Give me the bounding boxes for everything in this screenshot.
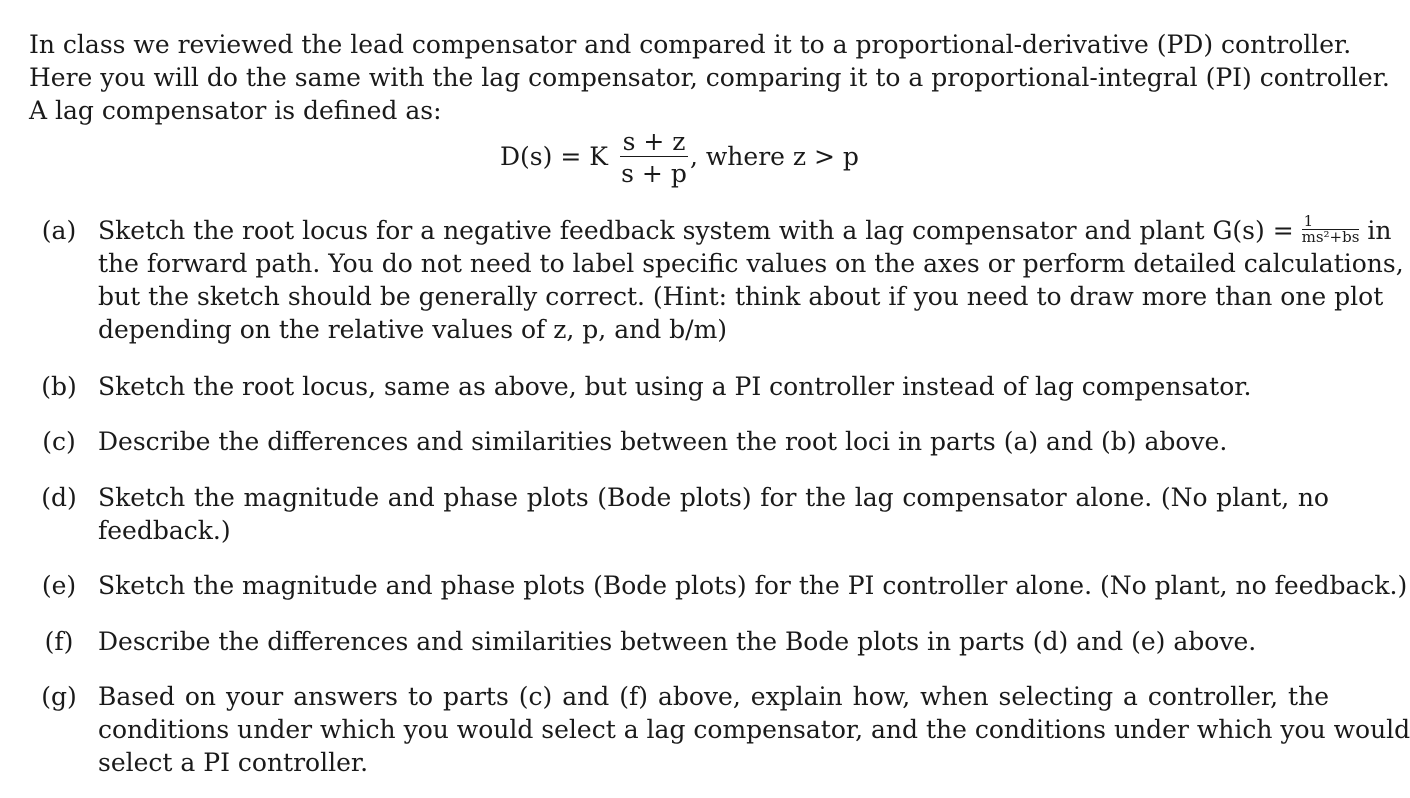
question-label: (a): [41, 216, 77, 245]
question-label: (g): [41, 682, 77, 711]
question-text: [98, 625, 1329, 658]
question-e: [29, 569, 1408, 602]
question-text: [98, 680, 1410, 779]
question-text: [98, 212, 1404, 346]
question-line: Based on your answers to parts (c) and (f) above, explain how, when selecting a controller, the: [98, 682, 1329, 711]
question-line: depending on the relative values of z, p, and b/m): [98, 315, 728, 344]
question-line-tail: in: [1367, 216, 1392, 245]
plant-denominator: ms²+bs: [1301, 228, 1360, 246]
question-line-text: Sketch the root locus for a negative feedback system with a lag compensator and plant G(s) =: [98, 216, 1294, 245]
question-label: (f): [44, 627, 74, 656]
equation-lhs: D(s) = K: [500, 142, 608, 171]
question-line: Sketch the magnitude and phase plots (Bode plots) for the lag compensator alone. (No plant, no: [98, 483, 1329, 512]
question-line: but the sketch should be generally correct. (Hint: think about if you need to draw more than one plot: [98, 282, 1384, 311]
intro-line: A lag compensator is defined as:: [29, 96, 442, 125]
plant-numerator: 1: [1302, 214, 1360, 230]
question-line: Sketch the magnitude and phase plots (Bode plots) for the PI controller alone. (No plant, no feedback.): [98, 571, 1408, 600]
question-line: [98, 212, 1392, 247]
question-text: [98, 569, 1408, 602]
question-f: [29, 625, 1329, 658]
question-line: conditions under which you would select a lag compensator, and the conditions under which you would: [98, 715, 1410, 744]
equation-condition: , where z > p: [690, 142, 859, 171]
question-line: Describe the differences and similarities between the Bode plots in parts (d) and (e) above.: [98, 627, 1257, 656]
question-line: Describe the differences and similarities between the root loci in parts (a) and (b) above.: [98, 427, 1228, 456]
question-line: the forward path. You do not need to label specific values on the axes or perform detailed calculations,: [98, 249, 1404, 278]
question-b: [29, 370, 1329, 403]
equation-fraction: [620, 128, 688, 187]
plant-fraction: [1302, 214, 1360, 245]
question-text: [98, 370, 1329, 403]
question-line: Sketch the root locus, same as above, but using a PI controller instead of lag compensator.: [98, 372, 1252, 401]
question-line: feedback.): [98, 516, 231, 545]
question-label: (b): [41, 372, 77, 401]
intro-paragraph: [29, 28, 1390, 127]
question-c: [29, 425, 1329, 458]
equation-denominator: s + p: [621, 159, 687, 188]
equation-numerator: s + z: [620, 128, 688, 157]
question-text: [98, 425, 1329, 458]
intro-line: In class we reviewed the lead compensator and compared it to a proportional-derivative (PD) controller.: [29, 30, 1352, 59]
question-label: (c): [42, 427, 76, 456]
intro-line: Here you will do the same with the lag compensator, comparing it to a proportional-integral (PI) controller.: [29, 63, 1390, 92]
question-a: [29, 212, 1404, 346]
question-g: [29, 680, 1410, 779]
question-label: (e): [41, 571, 77, 600]
question-label: (d): [41, 483, 77, 512]
question-d: [29, 481, 1329, 547]
question-line: select a PI controller.: [98, 748, 369, 777]
question-text: [98, 481, 1329, 547]
